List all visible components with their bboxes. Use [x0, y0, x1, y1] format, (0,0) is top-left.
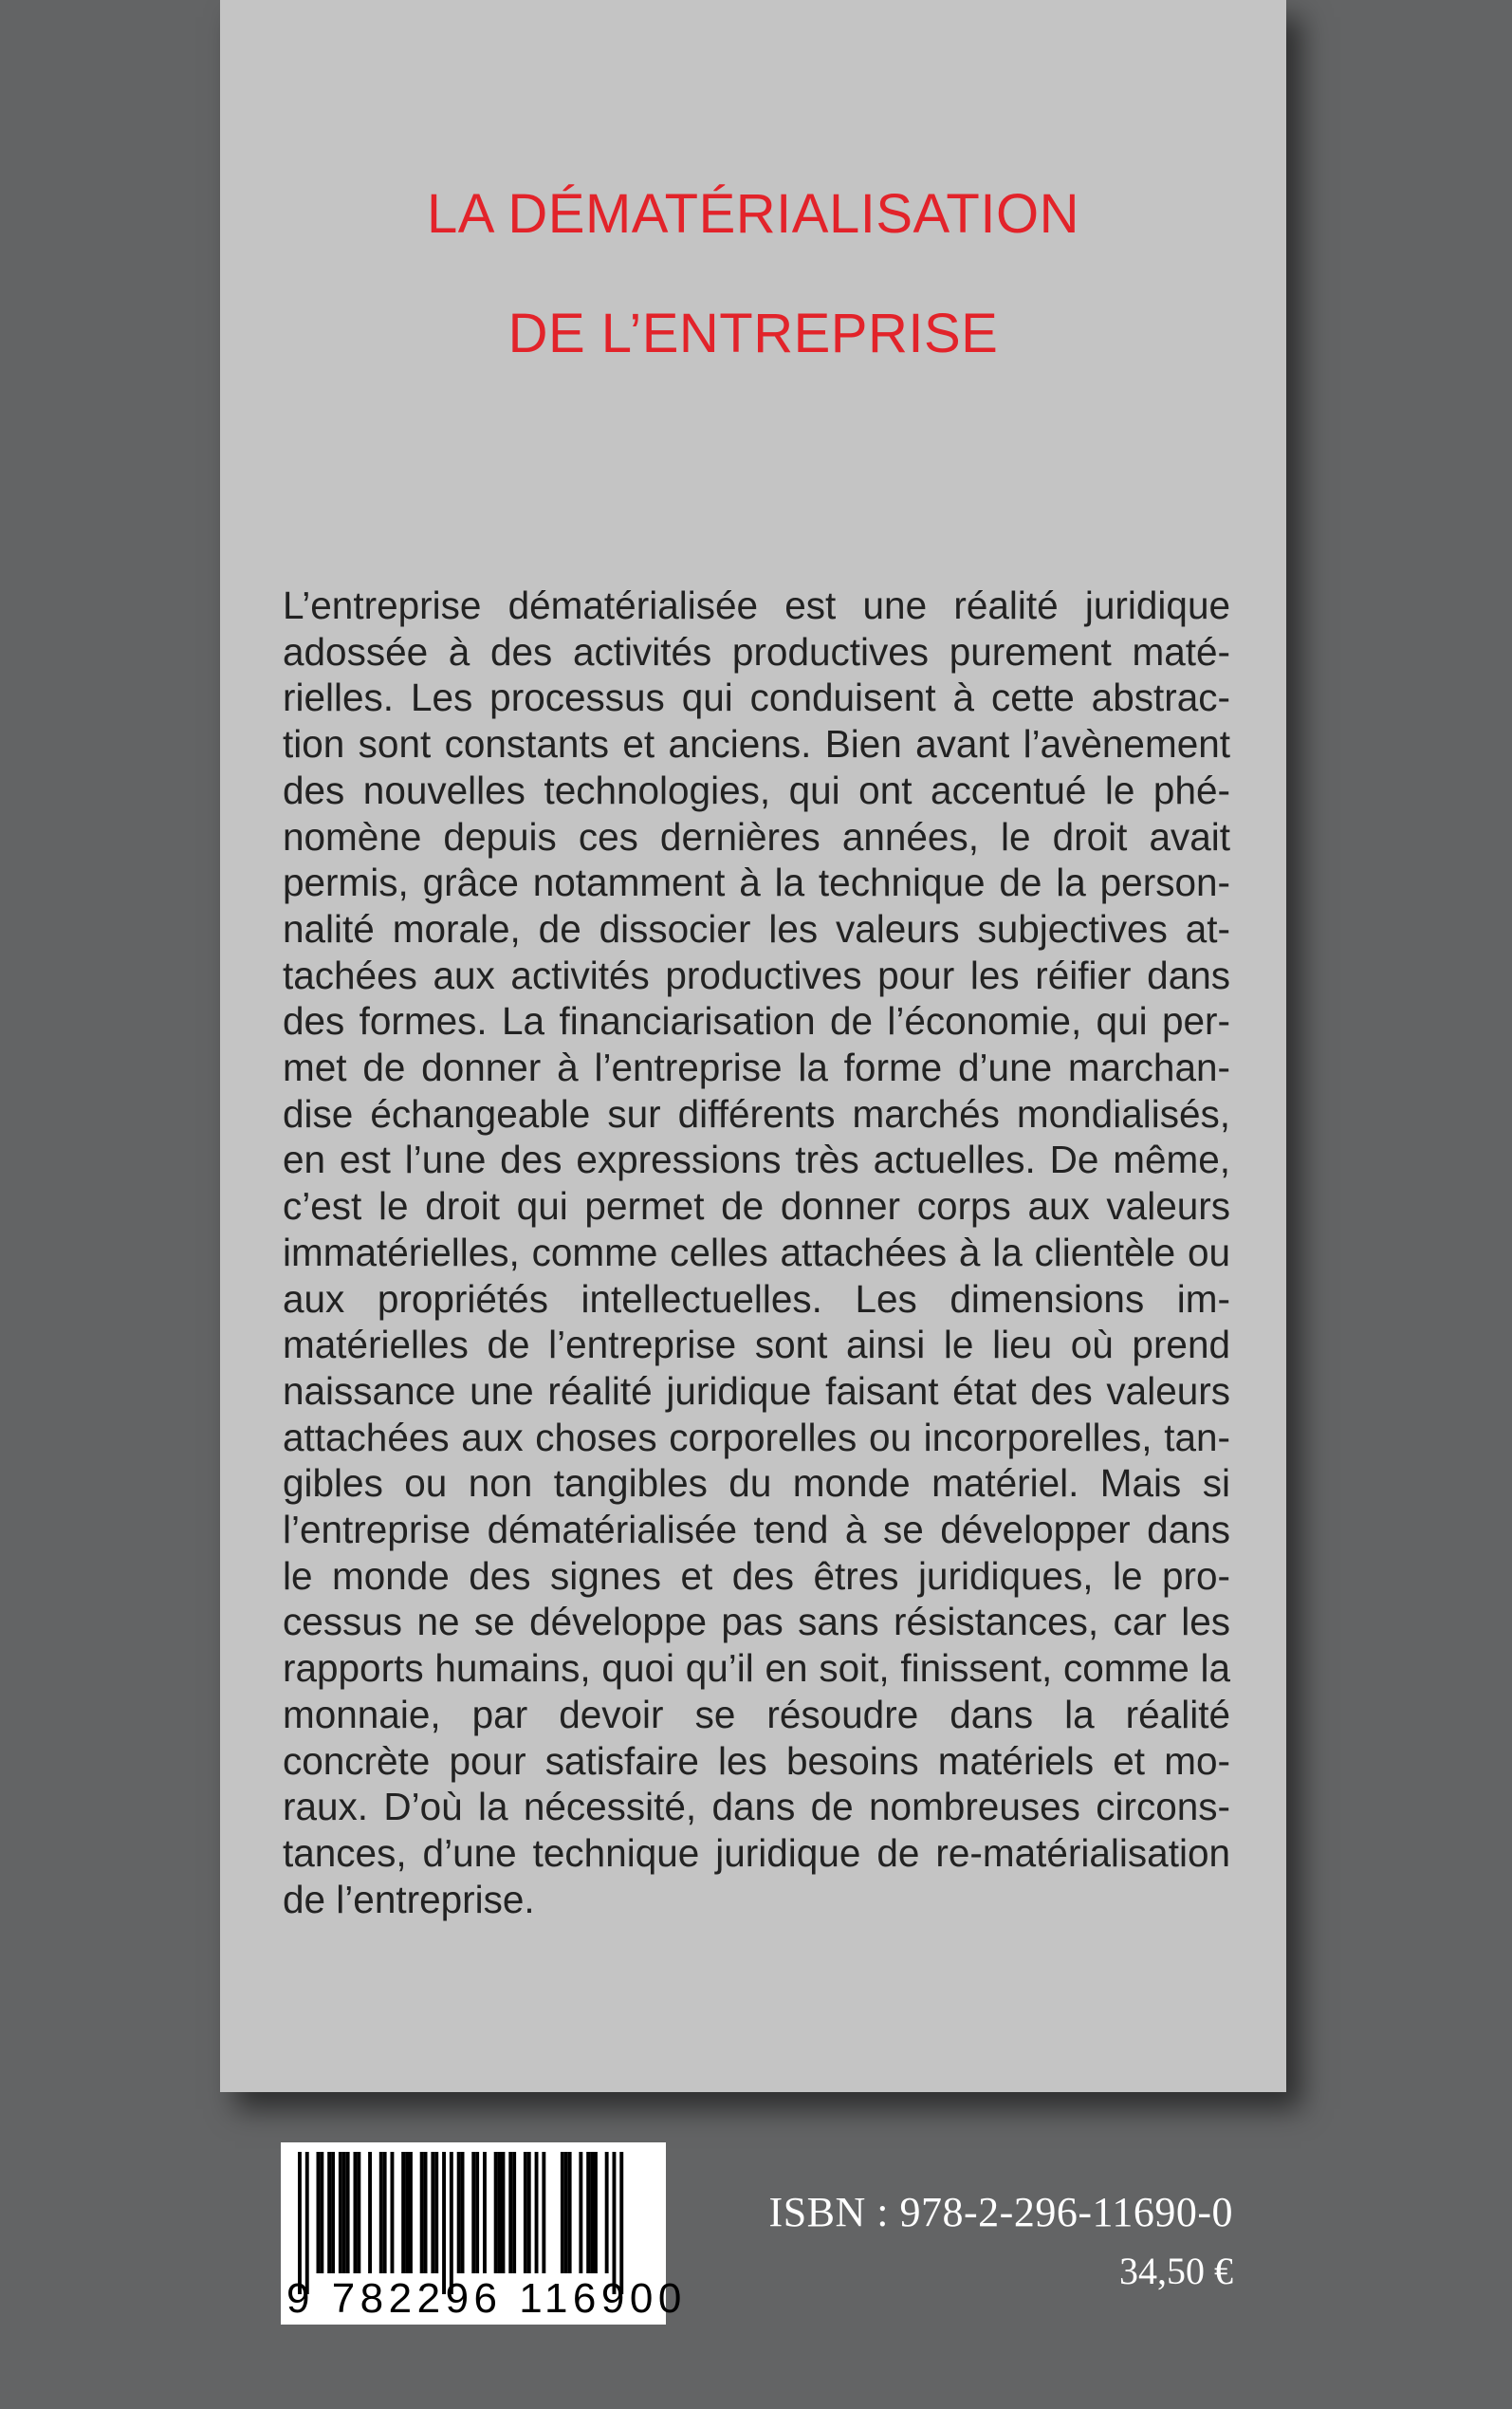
barcode-bar [502, 2152, 506, 2273]
barcode-bar [508, 2152, 512, 2273]
barcode-bar [357, 2152, 360, 2273]
barcode-bar [524, 2152, 527, 2273]
barcode-bar [619, 2152, 623, 2294]
barcode-bar [561, 2152, 564, 2273]
barcode-bar [457, 2152, 461, 2273]
barcode-bar [298, 2152, 302, 2294]
barcode-bar [383, 2152, 387, 2273]
barcode-bar [317, 2152, 321, 2273]
barcode-bar [391, 2152, 395, 2273]
barcode-bar [512, 2152, 516, 2273]
barcode-bar [420, 2152, 424, 2273]
barcode-bar [409, 2152, 413, 2273]
barcode-bar [483, 2152, 487, 2273]
barcode-bar [442, 2152, 446, 2294]
isbn-label: ISBN : 978-2-296-11690-0 [768, 2189, 1233, 2235]
barcode-bar [579, 2152, 582, 2273]
barcode-bar [305, 2152, 309, 2294]
barcode-bar [327, 2152, 331, 2273]
barcode-bar [431, 2152, 434, 2273]
barcode-bar [434, 2152, 438, 2273]
barcode-bar [590, 2152, 594, 2273]
barcode-bar [613, 2152, 617, 2294]
title-line-2: DE L’ENTREPRISE [507, 303, 999, 364]
barcode-bar [475, 2152, 479, 2273]
barcode-bar [535, 2152, 539, 2273]
barcode-bar [564, 2152, 568, 2273]
barcode-bar [339, 2152, 342, 2273]
barcode-bar [594, 2152, 598, 2273]
barcode-bar [368, 2152, 372, 2273]
barcode-bar [498, 2152, 502, 2273]
barcode-bar [471, 2152, 475, 2273]
barcode-bar [379, 2152, 383, 2273]
barcode-bar [401, 2152, 405, 2273]
barcode-bar [354, 2152, 358, 2273]
barcode-bar [542, 2152, 545, 2273]
barcode-bar [461, 2152, 465, 2273]
barcode-bar [405, 2152, 409, 2273]
price: 34,50 € [1119, 2250, 1233, 2292]
barcode-bar [342, 2152, 346, 2273]
title-line-1: LA DÉMATÉRIALISATION [427, 183, 1079, 245]
barcode-bar [494, 2152, 498, 2273]
barcode-bar [605, 2152, 609, 2273]
barcode-bar [586, 2152, 590, 2273]
blurb-text: L’entreprise dématérialisée est une réalité juridique adossée à des activités productives purement matérielles. Les processus qui conduisent à cette abstraction sont constants et anciens. Bien avant l’avènement des nouvelles technologies, qui ont accentué le phénomène depuis ces dernières années, le droit avait permis, grâce notamment à la technique de la personnalité morale, de dissocier les valeurs subjectives attachées aux activités productives pour les réifier dans des formes. La financiarisation de l’économie, qui permet de donner à l’entreprise la forme d’une marchandise échangeable sur différents marchés mondialisés, en est l’une des expressions très actuelles. De même, c’est le droit qui permet de donner corps aux valeurs immatérielles, comme celles attachées à la clientèle ou aux propriétés intellectuelles. Les dimensions immatérielles de l’entreprise sont ainsi le lieu où prend naissance une réalité juridique faisant état des valeurs attachées aux choses corporelles ou incorporelles, tangibles ou non tangibles du monde matériel. Mais si l’entreprise dématérialisée tend à se développer dans le monde des signes et des êtres juridiques, le processus ne se développe pas sans résistances, car les rapports humains, quoi qu’il en soit, finissent, comme la monnaie, par devoir se résoudre dans la réalité concrète pour satisfaire les besoins matériels et moraux. D’où la nécessité, dans de nombreuses circonstances, d’une technique juridique de re-matérialisation de l’entreprise. [283, 584, 1230, 1921]
barcode-bar [568, 2152, 572, 2273]
barcode-digits: 9 782296 116900 [286, 2275, 687, 2322]
barcode-bar [346, 2152, 350, 2273]
barcode-bar [527, 2152, 531, 2273]
barcode-bar [320, 2152, 323, 2273]
barcode-bar [424, 2152, 428, 2273]
barcode [281, 2142, 687, 2325]
barcode-bar [450, 2152, 453, 2294]
barcode-bar [331, 2152, 335, 2273]
